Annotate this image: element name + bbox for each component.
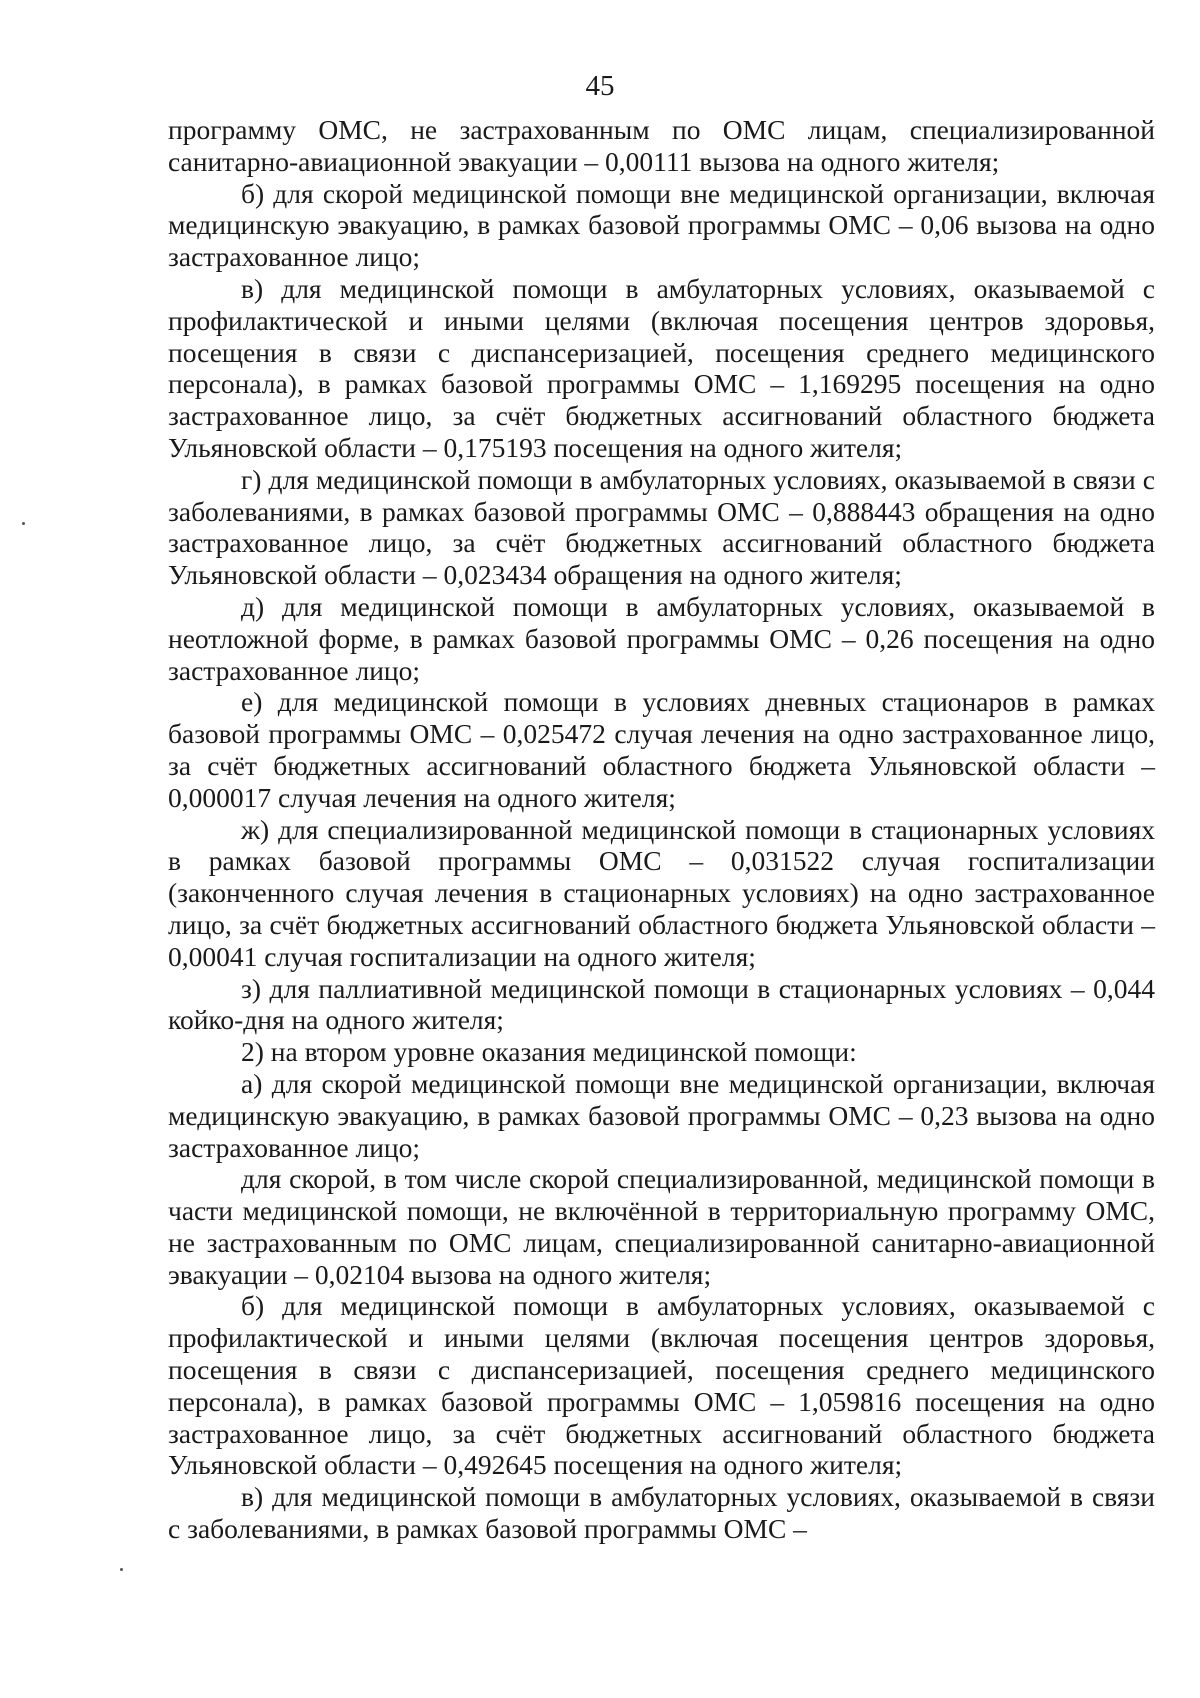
page-number: 45: [585, 70, 615, 102]
paragraph: е) для медицинской помощи в условиях дневных стационаров в рамках базовой программы ОМС – 0,025472 случая лечения на одно застрахованное лицо, за счёт бюджетных ассигнований областного бюджета Ульяновской области – 0,000017 случая лечения на одного жителя;: [168, 686, 1155, 813]
document-body: [168, 114, 1155, 1545]
paragraph: г) для медицинской помощи в амбулаторных условиях, оказываемой в связи с заболеваниями, в рамках базовой программы ОМС – 0,888443 обращения на одно застрахованное лицо, за счёт бюджетных ассигнований областного бюджета Ульяновской области – 0,023434 обращения на одного жителя;: [168, 463, 1155, 591]
paragraph: з) для паллиативной медицинской помощи в стационарных условиях – 0,044 койко-дня на одного жителя;: [168, 972, 1155, 1036]
paragraph: б) для скорой медицинской помощи вне медицинской организации, включая медицинскую эвакуацию, в рамках базовой программы ОМС – 0,06 вызова на одно застрахованное лицо;: [168, 177, 1155, 273]
paragraph: программу ОМС, не застрахованным по ОМС лицам, специализированной санитарно-авиационной эвакуации – 0,00111 вызова на одного жителя;: [168, 114, 1155, 177]
paragraph: а) для скорой медицинской помощи вне медицинской организации, включая медицинскую эвакуацию, в рамках базовой программы ОМС – 0,23 вызова на одно застрахованное лицо;: [168, 1067, 1155, 1163]
paragraph: ж) для специализированной медицинской помощи в стационарных условиях в рамках базовой программы ОМС – 0,031522 случая госпитализации (законченного случая лечения в стационарных условиях) на одно застрахованное лицо, за счёт бюджетных ассигнований областного бюджета Ульяновской области – 0,00041 случая госпитализации на одного жителя;: [168, 813, 1155, 972]
paragraph: д) для медицинской помощи в амбулаторных условиях, оказываемой в неотложной форме, в рамках базовой программы ОМС – 0,26 посещения на одно застрахованное лицо;: [168, 590, 1155, 686]
paragraph: 2) на втором уровне оказания медицинской помощи:: [241, 1036, 857, 1068]
scan-speck: [22, 522, 25, 525]
scan-speck: [120, 1568, 123, 1571]
paragraph: в) для медицинской помощи в амбулаторных условиях, оказываемой с профилактической и иными целями (включая посещения центров здоровья, посещения в связи с диспансеризацией, посещения среднего медицинского персонала), в рамках базовой программы ОМС – 1,169295 посещения на одно застрахованное лицо, за счёт бюджетных ассигнований областного бюджета Ульяновской области – 0,175193 посещения на одного жителя;: [168, 272, 1155, 463]
paragraph: для скорой, в том числе скорой специализированной, медицинской помощи в части медицинской помощи, не включённой в территориальную программу ОМС, не застрахованным по ОМС лицам, специализированной санитарно-авиационной эвакуации – 0,02104 вызова на одного жителя;: [168, 1163, 1155, 1290]
paragraph: в) для медицинской помощи в амбулаторных условиях, оказываемой в связи с заболеваниями, в рамках базовой программы ОМС –: [168, 1481, 1155, 1545]
paragraph: б) для медицинской помощи в амбулаторных условиях, оказываемой с профилактической и иными целями (включая посещения центров здоровья, посещения в связи с диспансеризацией, посещения среднего медицинского персонала), в рамках базовой программы ОМС – 1,059816 посещения на одно застрахованное лицо, за счёт бюджетных ассигнований областного бюджета Ульяновской области – 0,492645 посещения на одного жителя;: [168, 1290, 1155, 1481]
